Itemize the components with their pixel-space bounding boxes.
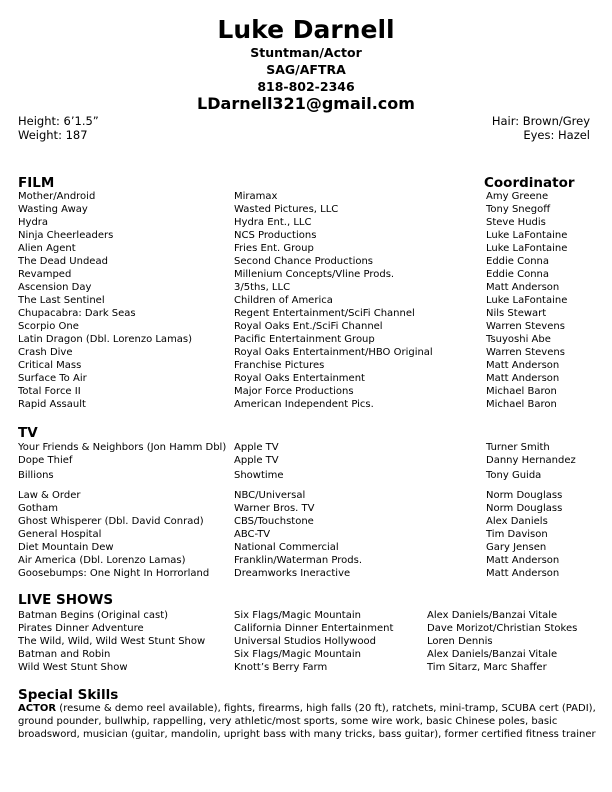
table-row	[0, 528, 612, 541]
credit-venue: Six Flags/Magic Mountain	[234, 610, 361, 621]
credit-coordinator: Michael Baron	[486, 386, 557, 397]
credit-title: Ninja Cheerleaders	[18, 230, 114, 241]
credit-title: Mother/Android	[18, 191, 96, 202]
table-row	[0, 454, 612, 467]
credit-company: Major Force Productions	[234, 386, 354, 397]
table-row	[0, 648, 612, 661]
skills-lead: ACTOR	[18, 703, 57, 714]
table-row	[0, 320, 612, 333]
table-row	[0, 609, 612, 622]
credit-venue: California Dinner Entertainment	[234, 623, 394, 634]
credit-title: Batman Begins (Original cast)	[18, 610, 169, 621]
credit-title: Goosebumps: One Night In Horrorland	[18, 568, 210, 579]
credit-title: Crash Dive	[18, 347, 73, 358]
table-row	[0, 216, 612, 229]
tv-heading: TV	[18, 425, 38, 441]
credit-title: Billions	[18, 470, 54, 481]
credit-venue: Knott’s Berry Farm	[234, 662, 328, 673]
resume-title: Stuntman/Actor	[250, 45, 362, 60]
credit-title: Rapid Assault	[18, 399, 86, 410]
credit-title: Chupacabra: Dark Seas	[18, 308, 136, 319]
credit-company: Franchise Pictures	[234, 360, 325, 371]
credit-coordinator: Matt Anderson	[486, 282, 560, 293]
credit-coordinator: Dave Morizot/Christian Stokes	[427, 623, 578, 634]
credit-title: Wild West Stunt Show	[18, 662, 128, 673]
table-row	[0, 242, 612, 255]
credit-coordinator: Warren Stevens	[486, 347, 565, 358]
credit-company: 3/5ths, LLC	[234, 282, 291, 293]
credit-title: Ascension Day	[18, 282, 92, 293]
credit-coordinator: Tony Snegoff	[486, 204, 551, 215]
credit-coordinator: Gary Jensen	[486, 542, 547, 553]
credit-coordinator: Tony Guida	[486, 470, 542, 481]
table-row	[0, 622, 612, 635]
film-list	[0, 190, 612, 411]
credit-company: Hydra Ent., LLC	[234, 217, 312, 228]
credit-title: The Last Sentinel	[18, 295, 105, 306]
credit-coordinator: Luke LaFontaine	[486, 295, 568, 306]
skills-lead-note: (resume & demo reel available)	[56, 703, 218, 714]
credit-venue: Six Flags/Magic Mountain	[234, 649, 361, 660]
credit-title: Revamped	[18, 269, 72, 280]
table-row	[0, 333, 612, 346]
credit-title: Dope Thief	[18, 455, 73, 466]
credit-title: General Hospital	[18, 529, 102, 540]
table-row	[0, 489, 612, 502]
table-row	[0, 203, 612, 216]
stat-weight: Weight: 187	[18, 128, 88, 142]
credit-company: NBC/Universal	[234, 490, 306, 501]
credit-company: Apple TV	[234, 455, 279, 466]
table-row	[0, 229, 612, 242]
credit-title: Hydra	[18, 217, 49, 228]
credit-title: Batman and Robin	[18, 649, 111, 660]
credit-title: Latin Dragon (Dbl. Lorenzo Lamas)	[18, 334, 193, 345]
table-row	[0, 661, 612, 674]
credit-company: NCS Productions	[234, 230, 317, 241]
table-row	[0, 359, 612, 372]
credit-coordinator: Alex Daniels/Banzai Vitale	[427, 610, 558, 621]
credit-coordinator: Amy Greene	[486, 191, 549, 202]
credit-title: Air America (Dbl. Lorenzo Lamas)	[18, 555, 186, 566]
credit-title: Alien Agent	[18, 243, 76, 254]
table-row	[0, 515, 612, 528]
table-row	[0, 398, 612, 411]
credit-title: Diet Mountain Dew	[18, 542, 114, 553]
credit-company: ABC-TV	[234, 529, 271, 540]
credit-company: Franklin/Waterman Prods.	[234, 555, 363, 566]
credit-title: Your Friends & Neighbors (Jon Hamm Dbl)	[18, 442, 227, 453]
credit-title: The Dead Undead	[18, 256, 108, 267]
credit-title: Gotham	[18, 503, 58, 514]
credit-company: Royal Oaks Entertainment	[234, 373, 365, 384]
credit-coordinator: Eddie Conna	[486, 256, 550, 267]
credit-title: Scorpio One	[18, 321, 79, 332]
table-row	[0, 385, 612, 398]
credit-company: Showtime	[234, 470, 284, 481]
table-row	[0, 467, 612, 486]
credit-title: Ghost Whisperer (Dbl. David Conrad)	[18, 516, 204, 527]
table-row	[0, 554, 612, 567]
tv-list	[0, 441, 612, 580]
resume-name: Luke Darnell	[217, 15, 395, 44]
table-row	[0, 635, 612, 648]
live-shows-list	[0, 609, 612, 674]
credit-company: Dreamworks Ineractive	[234, 568, 351, 579]
credit-coordinator: Luke LaFontaine	[486, 243, 568, 254]
skills-heading: Special Skills	[18, 687, 119, 703]
table-row	[0, 255, 612, 268]
credit-company: Royal Oaks Ent./SciFi Channel	[234, 321, 383, 332]
credit-coordinator: Michael Baron	[486, 399, 557, 410]
credit-company: Fries Ent. Group	[234, 243, 314, 254]
credit-company: Wasted Pictures, LLC	[234, 204, 339, 215]
credit-coordinator: Norm Douglass	[486, 503, 563, 514]
skills-text: , fights, firearms, high falls (20 ft), ratchets, mini-tramp, SCUBA cert (PADI), ground pounder, bullwhip, rappelling, very athletic/most sports, some wire work, basic Chinese poles, basic broadsword, musician (guitar, mandolin, upright bass with many tricks, bass guitar), former certified fitness trainer	[18, 703, 596, 740]
credit-coordinator: Norm Douglass	[486, 490, 563, 501]
credit-company: CBS/Touchstone	[234, 516, 314, 527]
credit-title: The Wild, Wild, Wild West Stunt Show	[18, 636, 206, 647]
credit-coordinator: Matt Anderson	[486, 373, 560, 384]
credit-company: National Commercial	[234, 542, 339, 553]
credit-coordinator: Eddie Conna	[486, 269, 550, 280]
credit-title: Surface To Air	[18, 373, 87, 384]
table-row	[0, 281, 612, 294]
stat-eyes: Eyes: Hazel	[523, 128, 590, 142]
credit-title: Critical Mass	[18, 360, 82, 371]
credit-coordinator: Warren Stevens	[486, 321, 565, 332]
table-row	[0, 294, 612, 307]
stat-hair: Hair: Brown/Grey	[491, 114, 590, 128]
credit-coordinator: Steve Hudis	[486, 217, 546, 228]
credit-coordinator: Danny Hernandez	[486, 455, 576, 466]
credit-coordinator: Turner Smith	[486, 442, 550, 453]
credit-coordinator: Matt Anderson	[486, 360, 560, 371]
credit-coordinator: Tim Sitarz, Marc Shaffer	[427, 662, 547, 673]
credit-company: Apple TV	[234, 442, 279, 453]
table-row	[0, 307, 612, 320]
film-heading: FILM	[18, 175, 55, 191]
coordinator-heading: Coordinator	[484, 175, 575, 191]
table-row	[0, 372, 612, 385]
stat-height: Height: 6’1.5”	[18, 114, 99, 128]
table-row	[0, 190, 612, 203]
credit-coordinator: Matt Anderson	[486, 568, 560, 579]
credit-company: Children of America	[234, 295, 333, 306]
credit-venue: Universal Studios Hollywood	[234, 636, 377, 647]
table-row	[0, 502, 612, 515]
resume-union: SAG/AFTRA	[266, 62, 346, 77]
credit-company: Pacific Entertainment Group	[234, 334, 375, 345]
credit-coordinator: Tsuyoshi Abe	[486, 334, 551, 345]
credit-coordinator: Loren Dennis	[427, 636, 493, 647]
credit-company: Miramax	[234, 191, 278, 202]
resume-phone: 818-802-2346	[257, 79, 355, 94]
credit-title: Total Force II	[18, 386, 81, 397]
credit-title: Wasting Away	[18, 204, 88, 215]
credit-company: Royal Oaks Entertainment/HBO Original	[234, 347, 433, 358]
credit-company: Second Chance Productions	[234, 256, 374, 267]
table-row	[0, 268, 612, 281]
credit-company: American Independent Pics.	[234, 399, 374, 410]
credit-title: Pirates Dinner Adventure	[18, 623, 144, 634]
credit-company: Warner Bros. TV	[234, 503, 315, 514]
credit-coordinator: Nils Stewart	[486, 308, 547, 319]
credit-coordinator: Tim Davison	[486, 529, 548, 540]
resume-email[interactable]: LDarnell321@gmail.com	[197, 94, 415, 113]
credit-company: Regent Entertainment/SciFi Channel	[234, 308, 415, 319]
table-row	[0, 346, 612, 359]
credit-coordinator: Alex Daniels	[486, 516, 548, 527]
credit-coordinator: Alex Daniels/Banzai Vitale	[427, 649, 558, 660]
table-row	[0, 541, 612, 554]
credit-coordinator: Luke LaFontaine	[486, 230, 568, 241]
table-row	[0, 567, 612, 580]
credit-company: Millenium Concepts/Vline Prods.	[234, 269, 395, 280]
table-row	[0, 441, 612, 454]
live-shows-heading: LIVE SHOWS	[18, 592, 114, 608]
credit-title: Law & Order	[18, 490, 81, 501]
skills-paragraph	[18, 702, 598, 741]
credit-coordinator: Matt Anderson	[486, 555, 560, 566]
